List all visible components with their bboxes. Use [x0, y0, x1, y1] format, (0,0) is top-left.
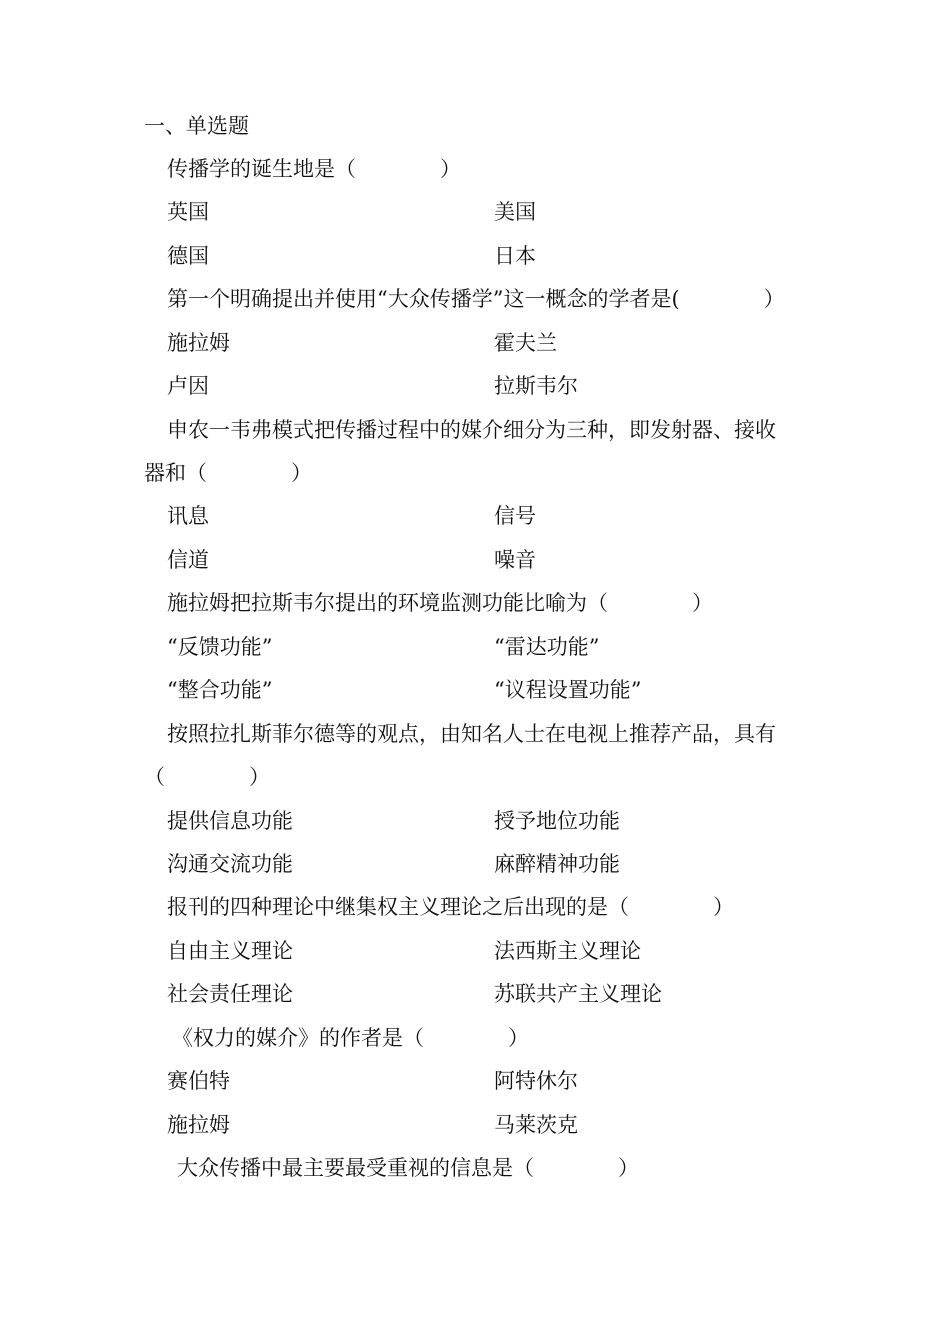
question-4-option-a: “反馈功能”	[167, 635, 273, 659]
question-6-stem: 报刊的四种理论中继集权主义理论之后出现的是（ ）	[167, 895, 734, 919]
section-title: 一、单选题	[144, 114, 249, 138]
question-7-option-a: 赛伯特	[167, 1069, 230, 1093]
question-1-option-c: 德国	[167, 244, 209, 268]
question-6-option-c: 社会责任理论	[167, 982, 293, 1006]
question-6-option-b: 法西斯主义理论	[494, 939, 641, 963]
question-3-option-d: 噪音	[494, 548, 536, 572]
question-8-stem: 大众传播中最主要最受重视的信息是（ ）	[177, 1156, 639, 1180]
question-4-option-d: “议程设置功能”	[494, 678, 642, 702]
question-6-option-a: 自由主义理论	[167, 939, 293, 963]
question-3-stem-line-2: 器和（ ）	[144, 461, 312, 485]
question-7-option-d: 马莱茨克	[494, 1113, 578, 1137]
question-4-option-b: “雷达功能”	[494, 635, 600, 659]
question-5-option-b: 授予地位功能	[494, 809, 620, 833]
question-5-option-c: 沟通交流功能	[167, 852, 293, 876]
question-1-stem: 传播学的诞生地是（ ）	[167, 157, 461, 181]
question-1-option-a: 英国	[167, 200, 209, 224]
question-3-stem-line-1: 申农一韦弗模式把传播过程中的媒介细分为三种，即发射器、接收	[167, 418, 776, 442]
question-5-option-a: 提供信息功能	[167, 809, 293, 833]
question-2-option-d: 拉斯韦尔	[494, 374, 578, 398]
question-4-option-c: “整合功能”	[167, 678, 273, 702]
question-5-stem-line-1: 按照拉扎斯菲尔德等的观点，由知名人士在电视上推荐产品，具有	[167, 722, 776, 746]
question-1-option-b: 美国	[494, 200, 536, 224]
question-2-stem: 第一个明确提出并使用“大众传播学”这一概念的学者是( ）	[167, 287, 785, 311]
question-1-option-d: 日本	[494, 244, 536, 268]
question-3-option-b: 信号	[494, 504, 536, 528]
question-7-option-c: 施拉姆	[167, 1113, 230, 1137]
question-5-option-d: 麻醉精神功能	[494, 852, 620, 876]
question-6-option-d: 苏联共产主义理论	[494, 982, 662, 1006]
question-7-stem: 《权力的媒介》的作者是（ ）	[172, 1026, 529, 1050]
question-4-stem: 施拉姆把拉斯韦尔提出的环境监测功能比喻为（ ）	[167, 591, 713, 615]
question-7-option-b: 阿特休尔	[494, 1069, 578, 1093]
question-2-option-c: 卢因	[167, 374, 209, 398]
question-3-option-a: 讯息	[167, 504, 209, 528]
question-2-option-b: 霍夫兰	[494, 331, 557, 355]
question-2-option-a: 施拉姆	[167, 331, 230, 355]
question-3-option-c: 信道	[167, 548, 209, 572]
question-5-stem-line-2: （ ）	[144, 765, 270, 789]
